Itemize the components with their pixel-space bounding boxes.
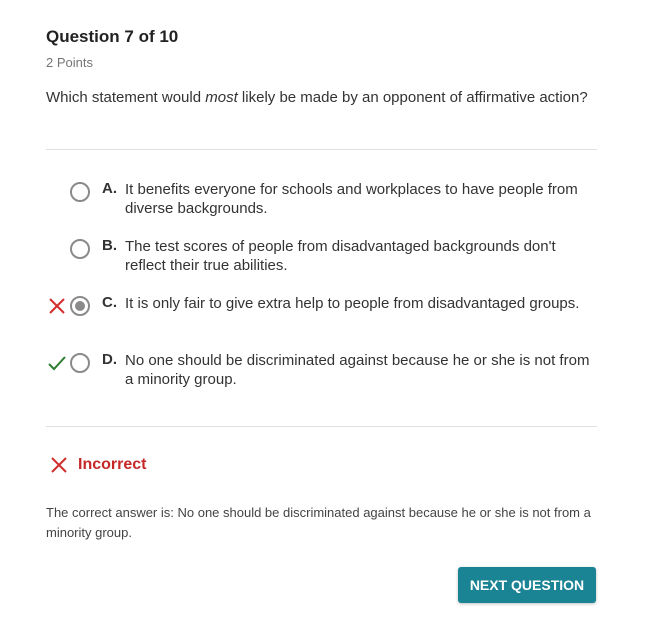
next-question-button[interactable]: NEXT QUESTION [458,567,596,603]
question-points: 2 Points [46,55,93,70]
question-title: Question 7 of 10 [46,27,179,46]
option-letter: D. [102,351,117,368]
question-text-emphasis: most [205,89,238,106]
incorrect-x-icon [50,456,68,474]
divider-top [46,149,597,150]
question-text-start: Which statement would [46,89,206,106]
option-d[interactable] [46,348,597,392]
option-a[interactable] [46,177,597,221]
option-c[interactable] [46,291,597,335]
option-letter: B. [102,237,117,254]
radio-button-b[interactable] [70,239,90,259]
option-text: It is only fair to give extra help to people from disadvantaged groups. [125,295,580,312]
question-text-end: likely be made by an opponent of affirmative action? [237,89,588,106]
divider-bottom [46,426,597,427]
option-letter: C. [102,294,117,311]
option-b[interactable] [46,234,597,278]
radio-button-c[interactable] [70,296,90,316]
question-text [46,88,597,107]
incorrect-x-icon [48,297,66,315]
option-text: It benefits everyone for schools and workplaces to have people from diverse backgrounds. [125,181,578,217]
correct-check-icon [48,354,66,372]
option-text: No one should be discriminated against because he or she is not from a minority group. [125,352,590,388]
option-letter: A. [102,180,117,197]
result-label: Incorrect [78,456,147,473]
correct-answer-explanation: The correct answer is: No one should be discriminated against because he or she is not from a minority group. [46,505,591,540]
option-text: The test scores of people from disadvantaged backgrounds don't reflect their true abilities. [125,238,556,274]
radio-button-a[interactable] [70,182,90,202]
radio-button-d[interactable] [70,353,90,373]
